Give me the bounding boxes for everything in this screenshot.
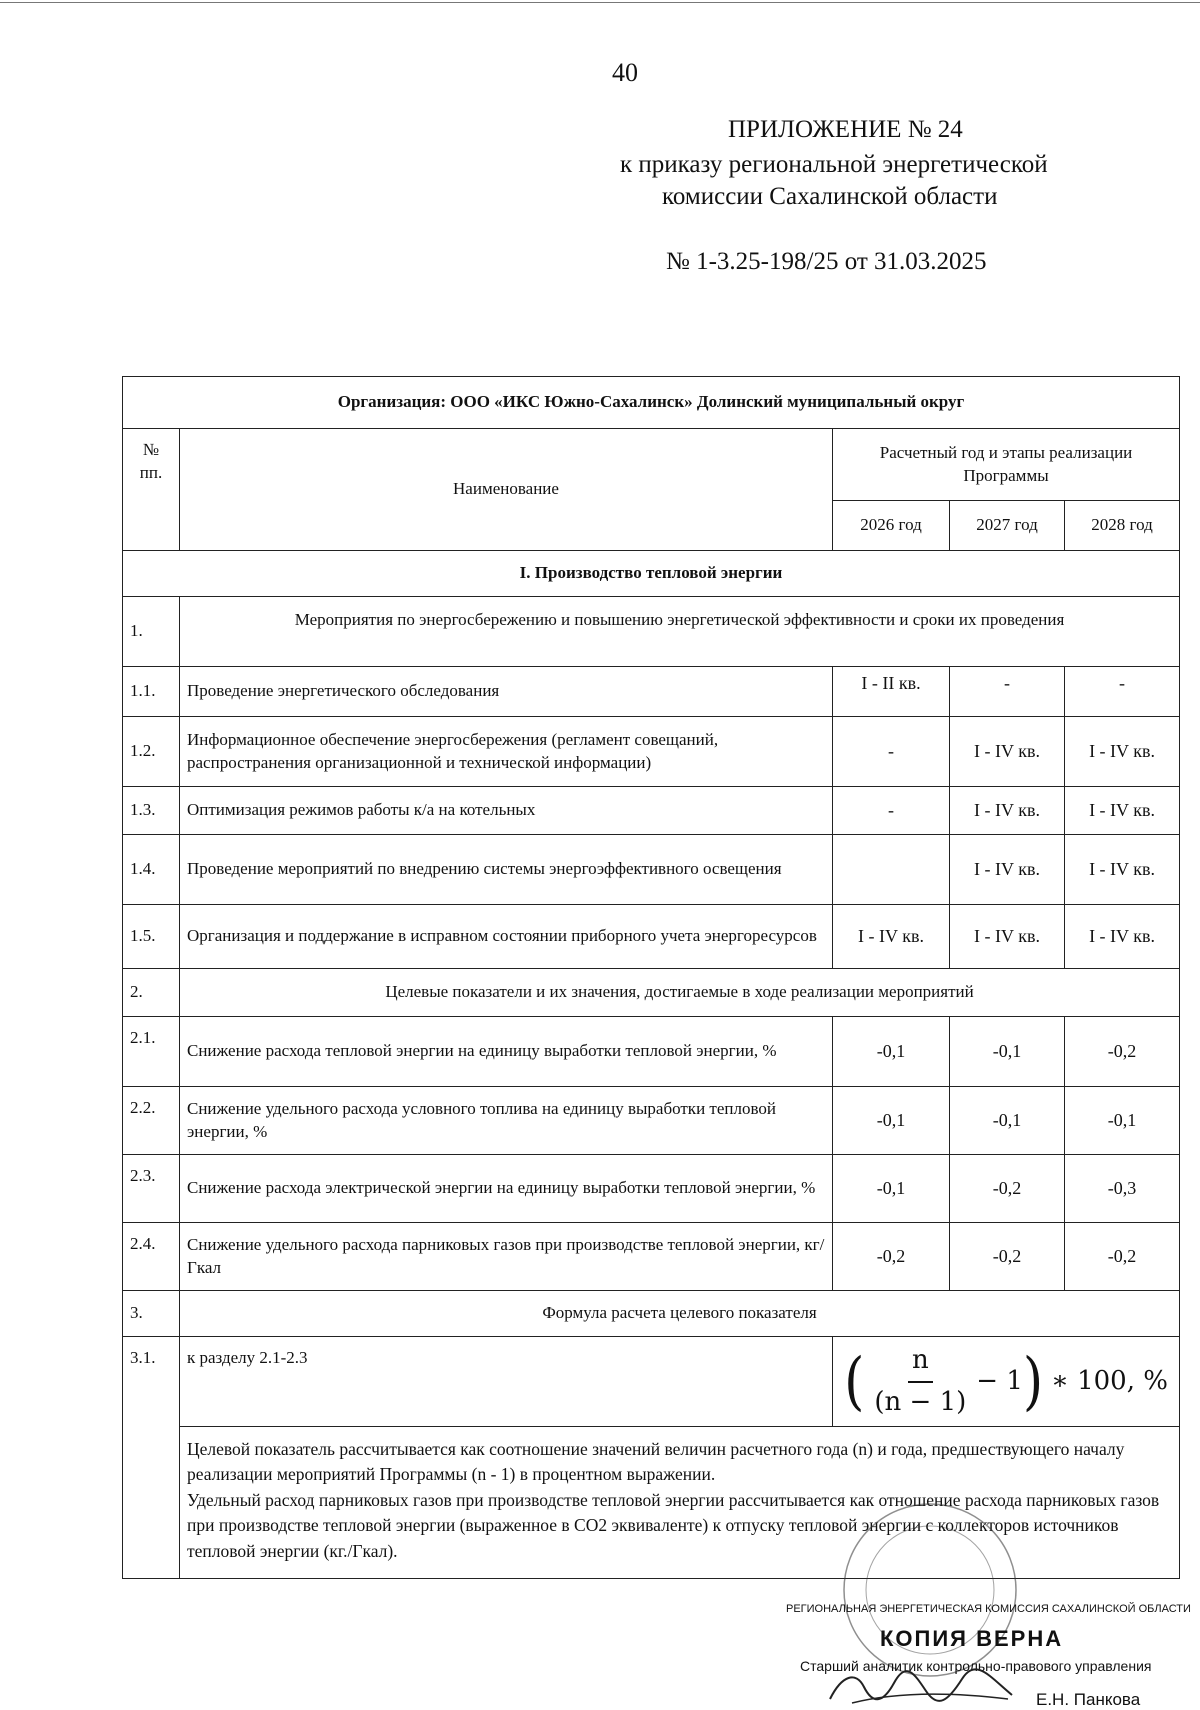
group-title: Целевые показатели и их значения, достигаемые в ходе реализации мероприятий xyxy=(180,969,1180,1017)
order-number: № 1-3.25-198/25 от 31.03.2025 xyxy=(666,248,987,275)
formula-tail: ∗ 100, % xyxy=(1051,1365,1168,1396)
group-title: Мероприятия по энергосбережению и повышению энергетической эффективности и сроки их проведения xyxy=(180,597,1180,667)
row-value: -0,1 xyxy=(833,1155,950,1223)
row-name: Организация и поддержание в исправном состоянии приборного учета энергоресурсов xyxy=(180,905,833,969)
row-value: -0,2 xyxy=(833,1223,950,1291)
stamp-copy-verified: КОПИЯ ВЕРНА xyxy=(880,1626,1064,1651)
group-number: 1. xyxy=(123,597,180,667)
table-row xyxy=(123,905,1180,969)
formula-numerator: n xyxy=(908,1343,933,1382)
header-name: Наименование xyxy=(180,429,833,551)
row-number: 1.2. xyxy=(123,717,180,787)
row-value: -0,1 xyxy=(833,1087,950,1155)
row-number: 1.1. xyxy=(123,667,180,717)
row-value: -0,1 xyxy=(950,1087,1065,1155)
row-value: I - IV кв. xyxy=(833,905,950,969)
formula-fraction xyxy=(870,1343,970,1419)
header-period: Расчетный год и этапы реализации Программы xyxy=(833,429,1180,501)
row-value: I - IV кв. xyxy=(950,787,1065,835)
stamp-commission: РЕГИОНАЛЬНАЯ ЭНЕРГЕТИЧЕСКАЯ КОМИССИЯ САХАЛИНСКОЙ ОБЛАСТИ xyxy=(786,1603,1191,1615)
group-row xyxy=(123,1291,1180,1337)
note-greenhouse: Удельный расход парниковых газов при производстве тепловой энергии рассчитывается как отношение расхода парниковых газов при производстве тепловой энергии (выраженное в СО2 эквиваленте) к отпуску тепловой энергии с коллекторов источников тепловой энергии (кг./Гкал). xyxy=(187,1489,1160,1561)
table-row xyxy=(123,1223,1180,1291)
row-number: 1.3. xyxy=(123,787,180,835)
note-cell xyxy=(180,1427,1180,1579)
year-2026: 2026 год xyxy=(833,501,950,551)
note-definition: Целевой показатель рассчитывается как соотношение значений величин расчетного года (n) и года, предшествующего началу реализации мероприятий Программы (n - 1) в процентном выражении. xyxy=(187,1439,1125,1485)
formula xyxy=(840,1345,1172,1418)
row-value: -0,2 xyxy=(950,1223,1065,1291)
row-value: - xyxy=(833,787,950,835)
appendix-subtitle-line1: к приказу региональной энергетической xyxy=(620,151,1048,178)
row-value: -0,1 xyxy=(950,1017,1065,1087)
section-row xyxy=(123,551,1180,597)
scan-edge-line xyxy=(0,2,1200,3)
row-name: Информационное обеспечение энергосбережения (регламент совещаний, распространения организационной и технической информации) xyxy=(180,717,833,787)
row-value: -0,1 xyxy=(1065,1087,1180,1155)
formula-denominator: (n − 1) xyxy=(874,1386,967,1417)
row-name: Оптимизация режимов работы к/а на котельных xyxy=(180,787,833,835)
signature xyxy=(822,1665,1022,1709)
row-name: Проведение мероприятий по внедрению системы энергоэффективного освещения xyxy=(180,835,833,905)
table-row xyxy=(123,835,1180,905)
row-name: Снижение расхода тепловой энергии на единицу выработки тепловой энергии, % xyxy=(180,1017,833,1087)
row-value: -0,3 xyxy=(1065,1155,1180,1223)
page-number: 40 xyxy=(612,58,638,87)
organization-row xyxy=(123,377,1180,429)
row-name: Проведение энергетического обследования xyxy=(180,667,833,717)
row-value: I - IV кв. xyxy=(1065,717,1180,787)
row-value: I - IV кв. xyxy=(1065,787,1180,835)
row-value: - xyxy=(1065,667,1180,717)
row-value: -0,2 xyxy=(950,1155,1065,1223)
row-value: I - IV кв. xyxy=(950,717,1065,787)
formula-cell xyxy=(833,1337,1180,1427)
table-header-row xyxy=(123,429,1180,501)
row-number: 3.1. xyxy=(123,1337,180,1579)
signer-name: Е.Н. Панкова xyxy=(1036,1690,1141,1709)
row-name: Снижение удельного расхода условного топлива на единицу выработки тепловой энергии, % xyxy=(180,1087,833,1155)
row-value: I - IV кв. xyxy=(1065,905,1180,969)
row-value: -0,1 xyxy=(833,1017,950,1087)
group-number: 3. xyxy=(123,1291,180,1337)
appendix-title: ПРИЛОЖЕНИЕ № 24 xyxy=(728,116,963,143)
row-number: 2.2. xyxy=(123,1087,180,1155)
table-row xyxy=(123,717,1180,787)
row-value: - xyxy=(833,717,950,787)
formula-minus-one: − 1 xyxy=(976,1365,1023,1396)
table-row xyxy=(123,1087,1180,1155)
row-value: -0,2 xyxy=(1065,1017,1180,1087)
group-row xyxy=(123,969,1180,1017)
group-number: 2. xyxy=(123,969,180,1017)
formula-open-paren: ( xyxy=(844,1345,865,1418)
row-name: к разделу 2.1-2.3 xyxy=(180,1337,833,1427)
table-row xyxy=(123,1017,1180,1087)
row-number: 1.4. xyxy=(123,835,180,905)
table-row xyxy=(123,667,1180,717)
program-table xyxy=(122,376,1180,1579)
row-value: I - IV кв. xyxy=(950,905,1065,969)
row-number: 2.3. xyxy=(123,1155,180,1223)
row-name: Снижение расхода электрической энергии на единицу выработки тепловой энергии, % xyxy=(180,1155,833,1223)
row-name: Снижение удельного расхода парниковых газов при производстве тепловой энергии, кг/Гкал xyxy=(180,1223,833,1291)
row-value: -0,2 xyxy=(1065,1223,1180,1291)
row-number: 1.5. xyxy=(123,905,180,969)
appendix-subtitle-line2: комиссии Сахалинской области xyxy=(662,183,998,210)
row-value: I - II кв. xyxy=(833,667,950,717)
formula-close-paren: ) xyxy=(1022,1345,1044,1418)
row-number: 2.1. xyxy=(123,1017,180,1087)
organization-cell: Организация: ООО «ИКС Южно-Сахалинск» Долинский муниципальный округ xyxy=(123,377,1180,429)
group-title: Формула расчета целевого показателя xyxy=(180,1291,1180,1337)
group-row xyxy=(123,597,1180,667)
row-number: 2.4. xyxy=(123,1223,180,1291)
stamp-role: Старший аналитик контрольно-правового управления xyxy=(800,1658,1152,1674)
table-row xyxy=(123,1155,1180,1223)
header-number: № пп. xyxy=(123,429,180,551)
row-value: I - IV кв. xyxy=(1065,835,1180,905)
year-2028: 2028 год xyxy=(1065,501,1180,551)
formula-row xyxy=(123,1337,1180,1427)
row-value xyxy=(833,835,950,905)
table-row xyxy=(123,787,1180,835)
row-value: I - IV кв. xyxy=(950,835,1065,905)
section-title: I. Производство тепловой энергии xyxy=(123,551,1180,597)
row-value: - xyxy=(950,667,1065,717)
year-2027: 2027 год xyxy=(950,501,1065,551)
